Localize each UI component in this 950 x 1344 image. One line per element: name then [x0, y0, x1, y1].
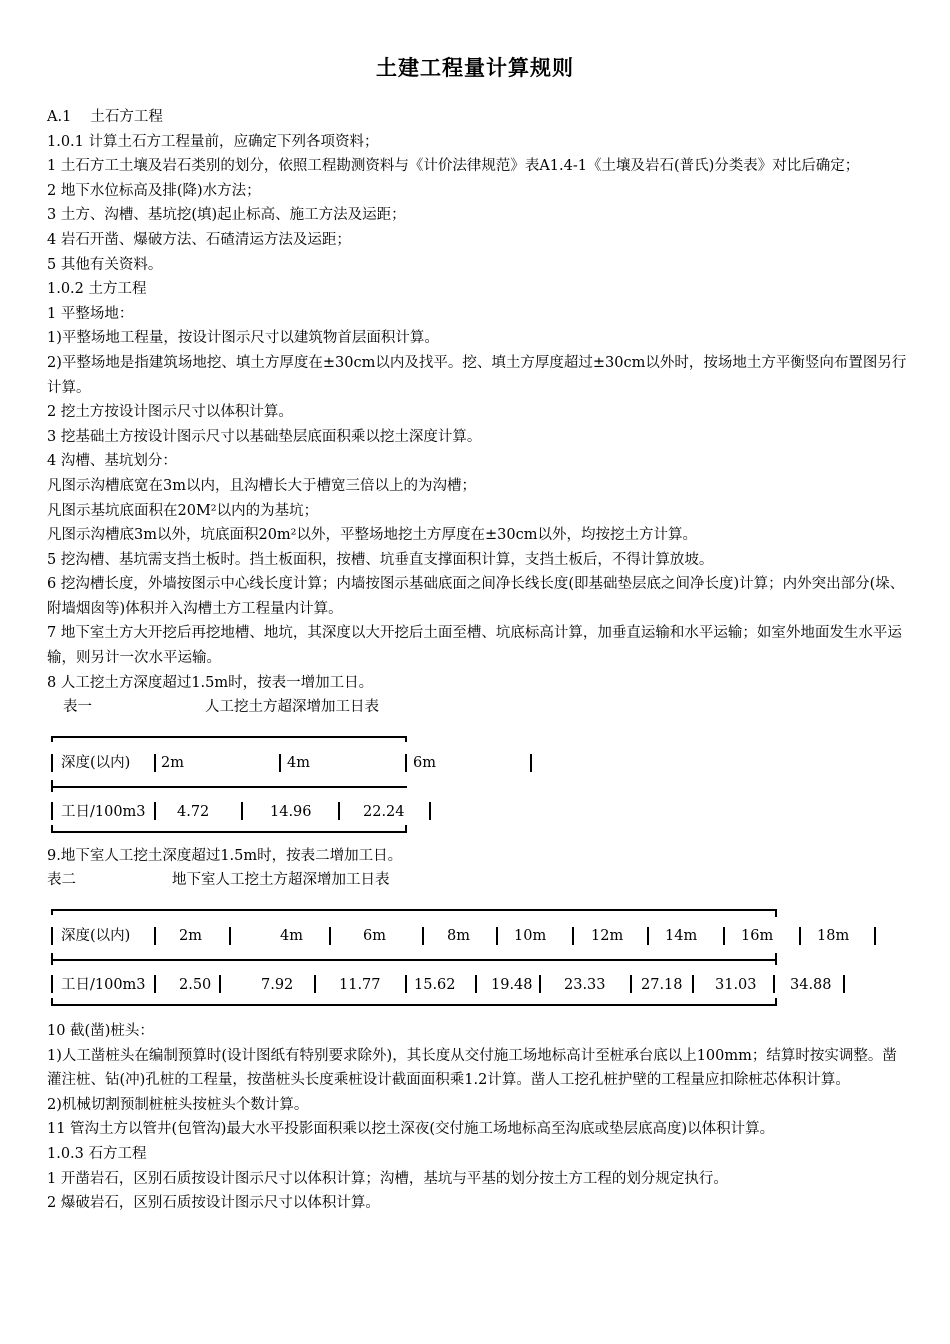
- document-body: [47, 105, 909, 1216]
- paragraph: 1 平整场地：: [47, 305, 134, 322]
- table1-cell: 4m: [287, 754, 310, 771]
- paragraph: 凡图示沟槽底3m以外，坑底面积20m²以外，平整场地挖土方厚度在±30cm以外，均按挖土方计算。: [47, 527, 697, 544]
- table2-cell: 18m: [817, 928, 850, 945]
- table2-cell: 14m: [665, 928, 698, 945]
- paragraph: 5 挖沟槽、基坑需支挡土板时。挡土板面积，按槽、坑垂直支撑面积计算，支挡土板后，不得计算放坡。: [47, 551, 714, 568]
- table2-cell: 19.48: [491, 977, 533, 994]
- paragraph: 11 管沟土方以管井(包管沟)最大水平投影面积乘以挖土深夜(交付施工场地标高至沟底或垫层底高度)以体积计算。: [47, 1121, 775, 1138]
- table2-label: 表二: [47, 872, 76, 889]
- clause-heading: 1.0.2 土方工程: [47, 281, 147, 298]
- table2-header-label: 深度(以内): [61, 928, 131, 945]
- paragraph: 1 土石方工土壤及岩石类别的划分，依照工程勘测资料与《计价法律规范》表A1.4-1《土壤及岩石(普氏)分类表》对比后确定；: [47, 158, 860, 175]
- paragraph: 凡图示基坑底面积在20M²以内的为基坑；: [47, 502, 319, 519]
- table1-row-label: 工日/100m3: [61, 803, 146, 820]
- table1-cell: 4.72: [177, 803, 210, 820]
- table1-cell: 2m: [161, 754, 184, 771]
- table2-cell: 15.62: [414, 977, 456, 994]
- paragraph: 2 地下水位标高及排(降)水方法；: [47, 182, 261, 199]
- paragraph: 1 开凿岩石，区别石质按设计图示尺寸以体积计算；沟槽，基坑与平基的划分按土方工程的划分规定执行。: [47, 1170, 728, 1187]
- table1-cell: 22.24: [363, 803, 405, 820]
- paragraph: 3 土方、沟槽、基坑挖(填)起止标高、施工方法及运距；: [47, 207, 406, 224]
- table1-cell: 14.96: [270, 803, 312, 820]
- table2-cell: 12m: [591, 928, 624, 945]
- paragraph: 5 其他有关资料。: [47, 256, 163, 273]
- table2-cell: 27.18: [641, 977, 683, 994]
- table1-label: 表一: [63, 699, 92, 716]
- table2-cell: 6m: [363, 928, 386, 945]
- paragraph: 2)机械切割预制桩桩头按桩头个数计算。: [47, 1096, 309, 1113]
- paragraph: 8 人工挖土方深度超过1.5m时，按表一增加工日。: [47, 674, 374, 691]
- table1-caption-row: [47, 695, 909, 720]
- paragraph: 7 地下室土方大开挖后再挖地槽、地坑，其深度以大开挖后土面至槽、坑底标高计算，加垂直运输和水平运输；如室外地面发生水平运输，则另计一次水平运输。: [47, 625, 902, 667]
- table2-caption-row: [47, 868, 909, 893]
- paragraph: 凡图示沟槽底宽在3m以内，且沟槽长大于槽宽三倍以上的为沟槽；: [47, 477, 476, 494]
- paragraph: 2)平整场地是指建筑场地挖、填土方厚度在±30cm以内及找平。挖、填土方厚度超过±30cm以外时，按场地土方平衡竖向布置图另行计算。: [47, 354, 907, 396]
- table2-cell: 2m: [179, 928, 202, 945]
- paragraph: 1)平整场地工程量，按设计图示尺寸以建筑物首层面积计算。: [47, 330, 439, 347]
- table2-cell: 34.88: [790, 977, 832, 994]
- table1-cell: 6m: [413, 754, 436, 771]
- table2: [47, 893, 909, 1007]
- section-heading: A.1 土石方工程: [47, 109, 163, 125]
- table2-cell: 10m: [514, 928, 547, 945]
- paragraph: 4 岩石开凿、爆破方法、石碴清运方法及运距；: [47, 231, 351, 248]
- table2-cell: 23.33: [564, 977, 606, 994]
- table2-cell: 2.50: [179, 977, 212, 994]
- table2-cell: 8m: [447, 928, 470, 945]
- table2-cell: 16m: [741, 928, 774, 945]
- table2-cell: 7.92: [261, 977, 294, 994]
- clause-heading: 1.0.1 计算土石方工程量前，应确定下列各项资料；: [47, 133, 379, 150]
- paragraph: 2 爆破岩石，区别石质按设计图示尺寸以体积计算。: [47, 1195, 380, 1212]
- table2-caption: 地下室人工挖土方超深增加工日表: [172, 872, 390, 889]
- table2-cell: 31.03: [715, 977, 757, 994]
- paragraph: 1)人工凿桩头在编制预算时(设计图纸有特别要求除外)，其长度从交付施工场地标高计至桩承台底以上100mm；结算时按实调整。凿灌注桩、钻(冲)孔桩的工程量，按凿桩头长度乘桩设计截面面积乘1.2计算。凿人工挖孔桩护壁的工程量应扣除桩芯体积计算。: [47, 1047, 897, 1089]
- paragraph: 4 沟槽、基坑划分：: [47, 453, 177, 470]
- paragraph: 9.地下室人工挖土深度超过1.5m时，按表二增加工日。: [47, 847, 403, 864]
- table1-header-label: 深度(以内): [61, 754, 131, 771]
- table2-row-label: 工日/100m3: [61, 977, 146, 994]
- page-title: 土建工程量计算规则: [376, 56, 574, 80]
- paragraph: 6 挖沟槽长度，外墙按图示中心线长度计算；内墙按图示基础底面之间净长线长度(即基础垫层底之间净长度)计算；内外突出部分(垛、附墙烟囱等)体积并入沟槽土方工程量内计算。: [47, 576, 905, 617]
- table2-cell: 4m: [280, 928, 303, 945]
- table1: [47, 720, 909, 834]
- table2-cell: 11.77: [339, 977, 381, 994]
- table1-caption: 人工挖土方超深增加工日表: [205, 699, 379, 716]
- paragraph: 10 截(凿)桩头：: [47, 1023, 154, 1040]
- clause-heading: 1.0.3 石方工程: [47, 1146, 147, 1162]
- paragraph: 3 挖基础土方按设计图示尺寸以基础垫层底面积乘以挖土深度计算。: [47, 428, 482, 445]
- paragraph: 2 挖土方按设计图示尺寸以体积计算。: [47, 404, 293, 421]
